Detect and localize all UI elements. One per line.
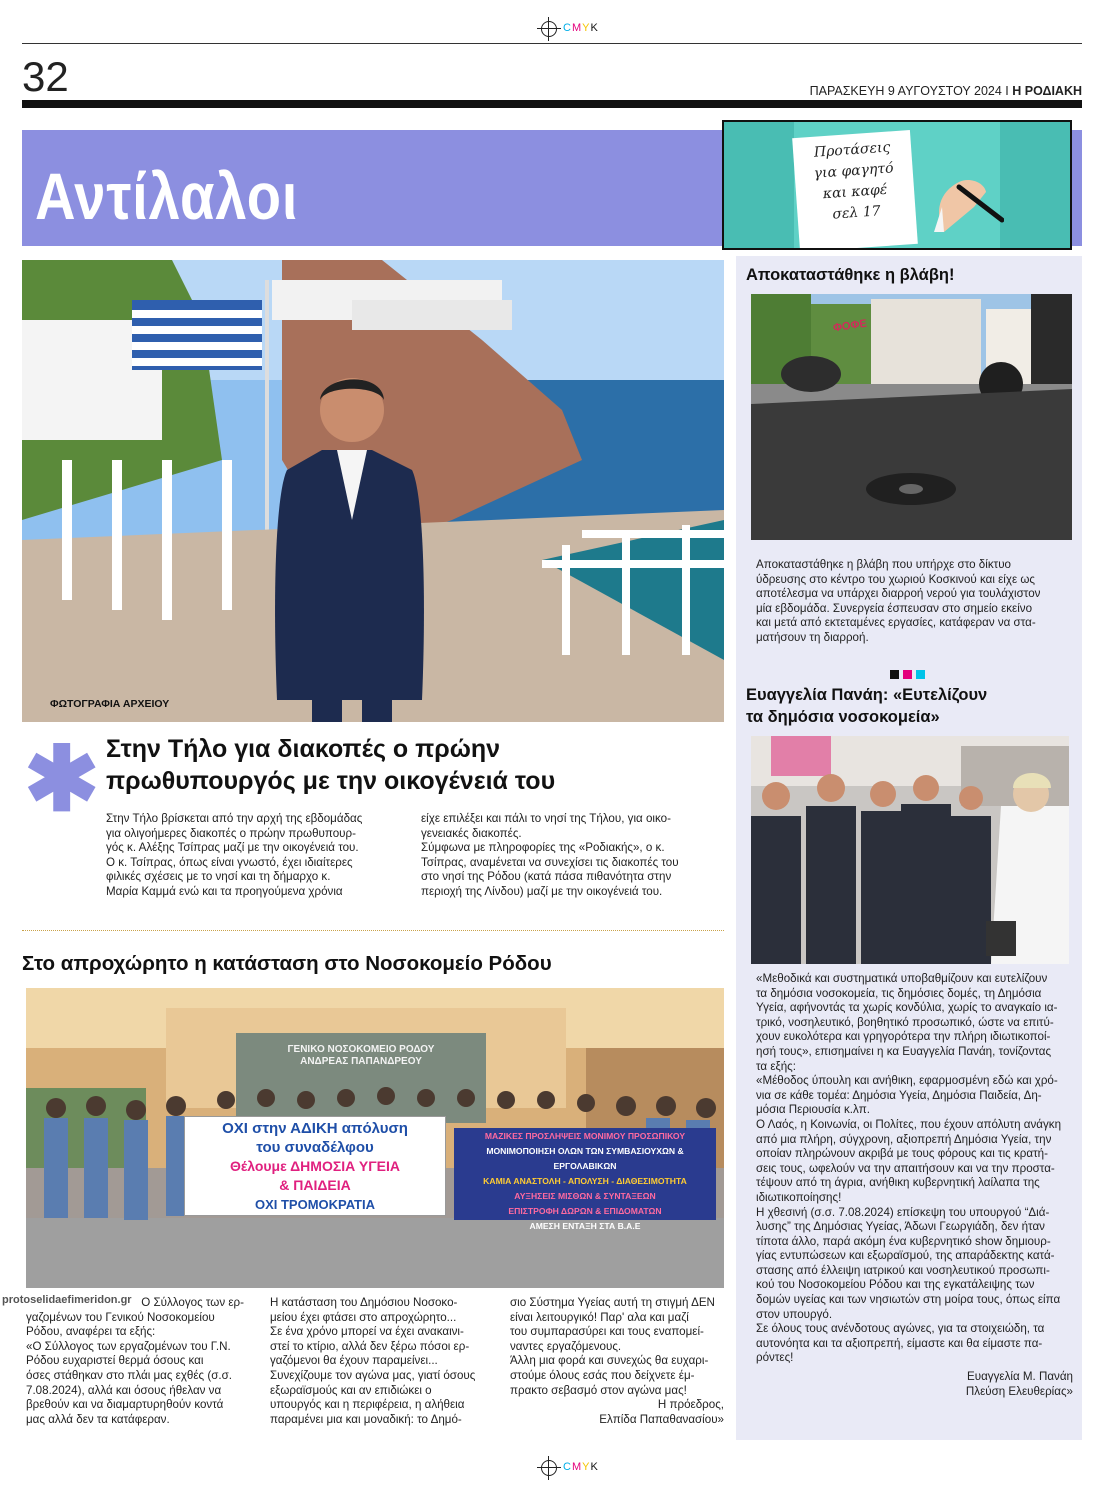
- hospital-column-1: Ο Σύλλογος των ερ- γαζομένων του Γενικού Νοσοκομείου Ρόδου, αναφέρει τα εξής: «Ο Σύλλογος των εργαζομένων του Γ.Ν. Ρόδου ευχαριστεί θερμά όσους και όσες στάθηκαν στο πλάι μας εχθές (σ.σ. 7.08.2024), αλλά και όσους ήθελαν να βρεθούν και να διαμαρτυρηθούν κοντά μας αλλά δεν τα κατάφεραν.: [26, 1296, 244, 1426]
- header-rule: [22, 100, 1082, 108]
- registration-mark-top: CMYK: [535, 18, 615, 40]
- hospital-protest-photo: [26, 988, 724, 1288]
- watermark: protoselidaefimeridon.gr: [0, 1292, 160, 1308]
- hospital-column-2: Η κατάσταση του Δημόσιου Νοσοκο- μείου έχει φτάσει στο απροχώρητο... Σε ένα χρόνο μπορεί να έχει ανακαινι- στεί το κτίριο, αλλά δεν ξέρω πόσοι ερ- γαζόμενοι θα έχουν παραμείνει... Συνεχίζουμε τον αγώνα μας, γιατί όσους εξωραϊσμούς και αν επιδιώκει ο υπουργός και η περιφέρεια, η αλήθεια παραμένει μια και μοναδική: το Δημό-: [270, 1296, 476, 1426]
- sidebar-story1-title: Αποκαταστάθηκε η βλάβη!: [746, 266, 955, 284]
- signature-affiliation: Πλεύση Ελευθερίας»: [965, 1384, 1073, 1398]
- story-separator: [888, 666, 927, 684]
- signature-name: Ελπίδα Παπαθανασίου»: [599, 1412, 724, 1426]
- sidebar-story1-body: Αποκαταστάθηκε η βλάβη που υπήρχε στο δίκτυο ύδρευσης στο κέντρο του χωριού Κοσκινού και είχε ως αποτέλεσμα να υπάρχει διαρροή νερού για τουλάχιστον μία εβδομάδα. Συνεργεία έσπευσαν στο σημείο εκείνο και μετά από εκτεταμένες εργασίες, κατάφεραν να στα- ματήσουν τη διαρροή.: [756, 558, 1041, 644]
- graffiti-text: ΦΟΦΕ: [832, 317, 868, 335]
- tilos-column-1: Στην Τήλο βρίσκεται από την αρχή της εβδομάδας για ολιγοήμερες διακοπές ο πρώην πρωθυπουρ- γός κ. Αλέξης Τσίπρας μαζί με την οικογένειά του. Ο κ. Τσίπρας, όπως είναι γνωστό, έχει ιδιαίτερες φιλικές σχέσεις με το νησί και τη δήμαρχο κ. Μαρία Καμμά ενώ και τα προηγούμενα χρόνια: [106, 812, 363, 898]
- photo-caption: ΦΩΤΟΓΡΑΦΙΑ ΑΡΧΕΙΟΥ: [50, 698, 170, 710]
- hospital-sign: ΓΕΝΙΚΟ ΝΟΣΟΚΟΜΕΙΟ ΡΟΔΟΥ ΑΝΔΡΕΑΣ ΠΑΠΑΝΔΡΕΟΥ: [287, 1044, 435, 1067]
- hospital-column-3: σιο Σύστημα Υγείας αυτή τη στιγμή ΔΕΝ είναι λειτουργικό! Παρ' αλα και μαζί του συμπαρασύρει και τους εναπομεί- ναντες εργαζόμενους. Άλλη μια φορά και συνεχώς θα ευχαρι- στούμε όλους εσάς που δείχνετε έμ- πρακτο σεβασμό στον αγώνα μας! Η πρόεδρος, Ελπίδα Παπαθανασίου»: [510, 1296, 724, 1426]
- sidebar-story2-body: «Μεθοδικά και συστηματικά υποβαθμίζουν και ευτελίζουν τα δημόσια νοσοκομεία, τις δημόσιες δομές, τη Δημόσια Υγεία, αφήνοντάς τα χωρίς κονδύλια, χωρίς το αναγκαίο ια- τρικό, νοσηλευτικό, βοηθητικό προσωπικό, ώστε να επιτύ- χουν ευκολότερα και γρηγορότερα την πλήρη ιδιωτικοποί- ησή τους», επισημαίνει η κα Ευαγγελία Πανάη, τονίζοντας τα εξής: «Μέθοδος ύπουλη και ανήθικη, εφαρμοσμένη εδώ και χρό- νια σε κάθε τομέα: Δημόσια Υγεία, Δημόσια Παιδεία, Δη- μόσια Περιουσία κ.λπ. Ο Λαός, η Κοινωνία, οι Πολίτες, που έχουν απόλυτη ανάγκη από μια πλήρη, σύγχρονη, αξιοπρεπή Δημόσια Υγεία, την οποίαν πληρώνουν ακριβά με τους φόρους και τις κρατή- σεις τους, ωφελούν να την απαιτήσουν και να την προστα- τέψουν από τη άγρια, ανήθικη κυβερνητική λαίλαπα της ιδιωτικοποίησης! Η χθεσινή (σ.σ. 7.08.2024) επίσκεψη του υπουργού “Διά- λυσης” της Δημόσιας Υγείας, Άδωνι Γεωργιάδη, δεν ήταν τίποτα άλλο, παρά ακόμη ένα κυβερνητικό show δημιουρ- γίας εντυπώσεων και εξωραϊσμού, της απαράδεκτης κατά- στασης από έλλειψη ιατρικού και νοσηλευτικού προσωπι- κού του Νοσοκομείου Ρόδου και της εγκατάλειψης των δομών υγείας και των νησιωτών στη μοίρα τους, όπως είπα στον υπουργό. Σε όλους τους ανένδοτους αγώνες, για τα στοιχειώδη, τα αυτονόητα και τα αξιοπρεπή, είμαστε και θα είμαστε πα- ρόντες! Ευαγγελία Μ. Πανάη Πλεύση Ελευθερίας»: [756, 972, 1073, 1398]
- protest-banner-right: ΜΑΖΙΚΕΣ ΠΡΟΣΛΗΨΕΙΣ ΜΟΝΙΜΟΥ ΠΡΟΣΩΠΙΚΟΥ ΜΟΝΙΜΟΠΟΙΗΣΗ ΟΛΩΝ ΤΩΝ ΣΥΜΒΑΣΙΟΥΧΩΝ & ΕΡΓΟΛΑΒΙΚΩΝ ΚΑΜΙΑ ΑΝΑΣΤΟΛΗ - ΑΠΟΛΥΣΗ - ΔΙΑΘΕΣΙΜΟΤΗΤΑ ΑΥΞΗΣΕΙΣ ΜΙΣΘΩΝ & ΣΥΝΤΑΞΕΩΝ ΕΠΙΣΤΡΟΦΗ ΔΩΡΩΝ & ΕΠΙΔΟΜΑΤΩΝ ΑΜΕΣΗ ΕΝΤΑΞΗ ΣΤΑ Β.Α.Ε: [454, 1128, 716, 1220]
- tilos-headline: Στην Τήλο για διακοπές ο πρώην πρωθυπουργός με την οικογένειά του: [106, 735, 556, 795]
- tilos-photo-image: [22, 260, 724, 722]
- issue-date: ΠΑΡΑΣΚΕΥΗ 9 ΑΥΓΟΥΣΤΟΥ 2024 I Η ΡΟΔΙΑΚΗ: [809, 84, 1082, 98]
- panai-photo: [751, 736, 1069, 964]
- hospital-headline: Στο απροχώρητο η κατάσταση στο Νοσοκομείο Ρόδου: [22, 952, 552, 975]
- page-number: 32: [22, 53, 69, 100]
- tilos-photo: [22, 260, 724, 722]
- asterisk-icon: ✱: [24, 730, 100, 830]
- crosshair-icon: [541, 21, 557, 37]
- tilos-column-2: είχε επιλέξει και πάλι το νησί της Τήλου, για οικο- γενειακές διακοπές. Σύμφωνα με πληροφορίες της «Ροδιακής», ο κ. Τσίπρας, αναμένεται να συνεχίσει τις διακοπές του στο νησί της Ρόδου (κατά πάσα πιθανότητα στην περιοχή της Λίνδου) μαζί με την οικογένειά του.: [421, 812, 679, 898]
- registration-mark-bottom: CMYK: [535, 1457, 615, 1479]
- promo-note: Προτάσεις για φαγητό και καφέ σελ 17: [792, 130, 918, 250]
- panai-image: [751, 736, 1069, 964]
- protest-banner-left: ΟΧΙ στην ΑΔΙΚΗ απόλυση του συναδέλφου Θέλουμε ΔΗΜΟΣΙΑ ΥΓΕΙΑ & ΠΑΙΔΕΙΑ ΟΧΙ ΤΡΟΜΟΚΡΑΤΙΑ: [184, 1116, 446, 1216]
- section-divider: [22, 930, 724, 931]
- header-top-rule: [22, 43, 1082, 44]
- crosshair-icon: [541, 1460, 557, 1476]
- koskinou-image: [751, 294, 1072, 540]
- sidebar-story2-title: Ευαγγελία Πανάη: «Ευτελίζουν τα δημόσια νοσοκομεία»: [746, 686, 988, 726]
- promo-box: [722, 120, 1072, 250]
- koskinou-photo: [751, 294, 1072, 540]
- signature-name: Ευαγγελία Μ. Πανάη: [967, 1370, 1073, 1384]
- signature-title: Η πρόεδρος,: [657, 1398, 724, 1412]
- newspaper-name: Η ΡΟΔΙΑΚΗ: [1012, 84, 1082, 98]
- section-title: Αντίλαλοι: [35, 159, 299, 233]
- writing-hand-icon: [914, 152, 1004, 232]
